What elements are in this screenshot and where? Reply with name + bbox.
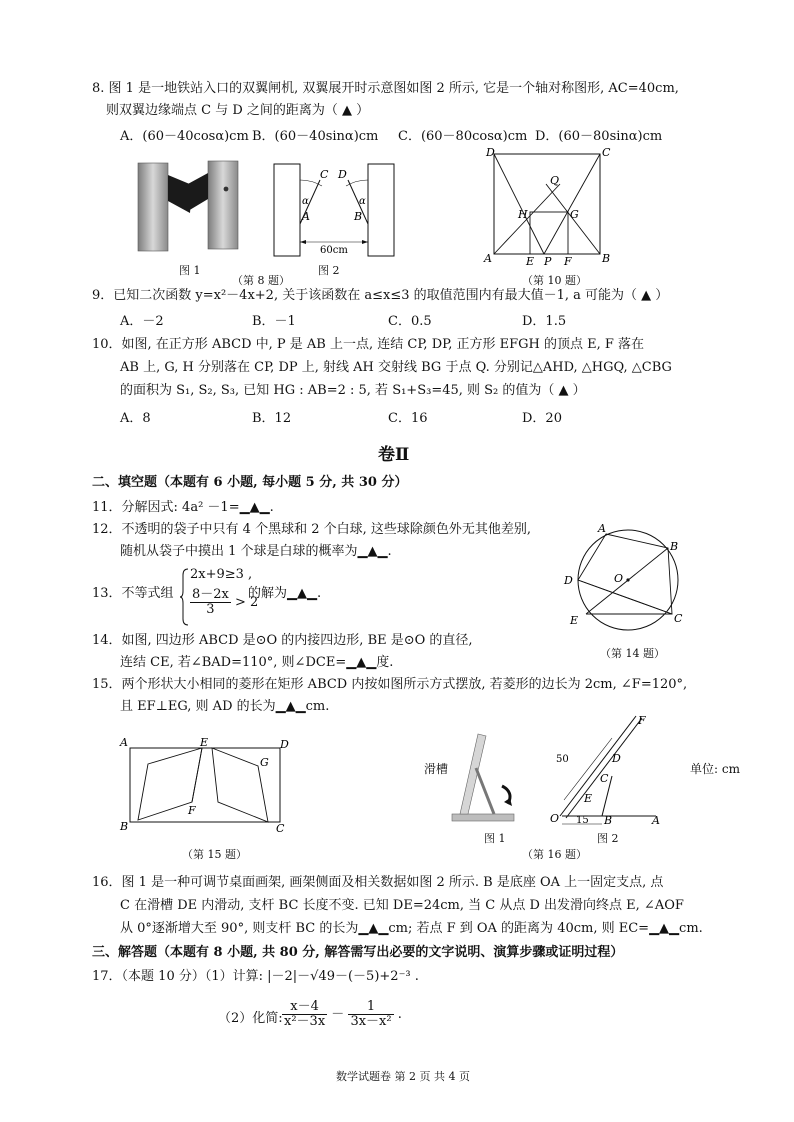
q8-label-b: B bbox=[354, 210, 363, 223]
q8-label-d: D bbox=[338, 168, 347, 181]
q8-label-a: A bbox=[302, 210, 310, 223]
page-footer: 数学试题卷 第 2 页 共 4 页 bbox=[336, 1070, 470, 1083]
q17-minus: － bbox=[331, 1007, 345, 1022]
q17-fraction-2-num: 1 bbox=[348, 1000, 393, 1015]
q16-label-a: A bbox=[652, 814, 660, 827]
q16-label-o: O bbox=[550, 812, 560, 825]
q16-line3: 从 0°逐渐增大至 90°, 则支杆 BC 的长为▁▲▁cm; 若点 F 到 OA 的距离为 40cm, 则 EC=▁▲▁cm. bbox=[120, 921, 703, 936]
q15-label-b: B bbox=[120, 820, 129, 833]
q16-label-50: 50 bbox=[556, 754, 569, 765]
q14-label-b: B bbox=[670, 540, 679, 553]
q8-figure-1 bbox=[132, 155, 247, 255]
q16-label-d: D bbox=[612, 752, 621, 765]
q15-figure bbox=[118, 736, 298, 836]
q14-line1: 14．如图, 四边形 ABCD 是⊙O 的内接四边形, BE 是⊙O 的直径, bbox=[92, 633, 473, 648]
q17-fraction-1 bbox=[282, 1000, 327, 1029]
q14-caption: （第 14 题） bbox=[600, 647, 665, 660]
section3-heading: 三、解答题（本题有 8 小题, 共 80 分, 解答需写出必要的文字说明、演算步骤或证明过程） bbox=[92, 945, 624, 960]
q13-fraction-num: 8－2x bbox=[192, 587, 229, 602]
q10-label-a: A bbox=[484, 252, 492, 265]
q16-label-c: C bbox=[600, 772, 609, 785]
q15-label-e: E bbox=[200, 736, 209, 749]
q10-line1: 10．如图, 在正方形 ABCD 中, P 是 AB 上一点, 连结 CP, DP, 正方形 EFGH 的顶点 E, F 落在 bbox=[92, 337, 645, 352]
q10-line2: AB 上, G, H 分别落在 CP, DP 上, 射线 AH 交射线 BG 于点 Q. 分别记△AHD, △HGQ, △CBG bbox=[120, 360, 672, 375]
q17-end: . bbox=[397, 1007, 402, 1022]
q14-figure bbox=[562, 522, 692, 640]
q12-line1: 12．不透明的袋子中只有 4 个黑球和 2 个白球, 这些球除颜色外无其他差别, bbox=[92, 522, 532, 537]
q14-line2: 连结 CE, 若∠BAD=110°, 则∠DCE=▁▲▁度. bbox=[120, 655, 394, 670]
q8-fig1-caption: 图 1 bbox=[179, 264, 201, 277]
q8-label-alpha-left: α bbox=[302, 196, 309, 207]
q15-label-f: F bbox=[188, 804, 196, 817]
q8-dim-label: 60cm bbox=[320, 245, 348, 256]
q10-line3: 的面积为 S₁, S₂, S₃, 已知 HG : AB=2 : 5, 若 S₁+S₃=45, 则 S₂ 的值为（ ▲ ） bbox=[120, 383, 586, 398]
q10-label-p: P bbox=[544, 255, 552, 268]
q8-option-b: B．(60－40sinα)cm bbox=[252, 129, 379, 144]
q10-label-f: F bbox=[564, 255, 572, 268]
q16-caption: （第 16 题） bbox=[522, 848, 587, 861]
q11: 11．分解因式: 4a² －1=▁▲▁. bbox=[92, 500, 274, 515]
q16-figure-2 bbox=[548, 712, 678, 832]
q14-label-e: E bbox=[570, 614, 579, 627]
q14-label-o: O bbox=[614, 572, 624, 585]
q17-fraction-1-num: x－4 bbox=[282, 1000, 327, 1015]
q13-inequality-2-rel: > 2 bbox=[235, 595, 259, 610]
q14-label-c: C bbox=[674, 612, 683, 625]
q8-line1: 8. 图 1 是一地铁站入口的双翼闸机, 双翼展开时示意图如图 2 所示, 它是一个轴对称图形, AC=40cm, bbox=[92, 81, 679, 96]
q16-label-b: B bbox=[604, 814, 613, 827]
q13-brace bbox=[180, 567, 190, 627]
q10-label-g: G bbox=[570, 208, 579, 221]
q8-caption: （第 8 题） bbox=[232, 274, 290, 287]
q13-prefix: 13．不等式组 bbox=[92, 586, 174, 601]
q8-option-c: C．(60－80cosα)cm bbox=[398, 129, 528, 144]
q9-option-b: B．－1 bbox=[252, 314, 296, 329]
section2-heading: 二、填空题（本题有 6 小题, 每小题 5 分, 共 30 分） bbox=[92, 475, 408, 490]
part2-title: 卷Ⅱ bbox=[378, 445, 410, 465]
q16-figure-1 bbox=[448, 728, 528, 828]
q10-option-a: A．8 bbox=[120, 411, 151, 426]
q8-label-alpha-right: α bbox=[359, 196, 366, 207]
q16-fig2-caption: 图 2 bbox=[597, 832, 619, 845]
q13-suffix: 的解为▁▲▁. bbox=[248, 586, 322, 601]
q8-fig2-caption: 图 2 bbox=[318, 264, 340, 277]
q16-line2: C 在滑槽 DE 内滑动, 支杆 BC 长度不变. 已知 DE=24cm, 当 C 从点 D 出发滑向终点 E, ∠AOF bbox=[120, 898, 684, 913]
q10-option-d: D．20 bbox=[522, 411, 562, 426]
gate-left-post bbox=[138, 163, 168, 251]
q16-unit-label: 单位: cm bbox=[690, 762, 740, 776]
q10-figure bbox=[484, 146, 614, 268]
q15-line1: 15．两个形状大小相同的菱形在矩形 ABCD 内按如图所示方式摆放, 若菱形的边长为 2cm, ∠F=120°, bbox=[92, 677, 688, 692]
q15-label-c: C bbox=[276, 822, 285, 835]
q15-label-g: G bbox=[260, 756, 269, 769]
q15-label-a: A bbox=[120, 736, 128, 749]
q8-figure-2 bbox=[262, 162, 402, 272]
q15-caption: （第 15 题） bbox=[182, 848, 247, 861]
q16-label-f: F bbox=[638, 714, 646, 727]
q9-option-d: D．1.5 bbox=[522, 314, 567, 329]
q17-part2-prefix: （2）化简: bbox=[218, 1011, 283, 1026]
q10-label-e: E bbox=[526, 255, 535, 268]
q10-label-d: D bbox=[486, 146, 495, 159]
q10-label-c: C bbox=[602, 146, 611, 159]
q13-fraction-den: 3 bbox=[206, 602, 215, 617]
gate-right-wing bbox=[186, 173, 208, 211]
q16-fig1-caption: 图 1 bbox=[484, 832, 506, 845]
q10-label-q: Q bbox=[550, 174, 560, 187]
q15-line2: 且 EF⊥EG, 则 AD 的长为▁▲▁cm. bbox=[120, 699, 330, 714]
q10-label-b: B bbox=[602, 252, 611, 265]
q9-line1: 9．已知二次函数 y=x²－4x+2, 关于该函数在 a≤x≤3 的取值范围内有最大值－1, a 可能为（ ▲ ） bbox=[92, 288, 669, 303]
q8-option-a: A．(60－40cosα)cm bbox=[120, 129, 249, 144]
q13-inequality-1: 2x+9≥3 , bbox=[190, 567, 253, 582]
q16-slot-label: 滑槽 bbox=[424, 762, 449, 776]
q9-option-a: A．－2 bbox=[120, 314, 164, 329]
q17-line1: 17．（本题 10 分）（1）计算: |－2|－√49－(－5)+2⁻³ . bbox=[92, 969, 419, 984]
q17-fraction-2-den: 3x－x² bbox=[350, 1014, 392, 1029]
q10-caption: （第 10 题） bbox=[522, 274, 587, 287]
q9-option-c: C．0.5 bbox=[388, 314, 432, 329]
q8-option-d: D．(60－80sinα)cm bbox=[535, 129, 663, 144]
q8-label-c: C bbox=[320, 168, 329, 181]
q17-fraction-2 bbox=[348, 1000, 393, 1029]
q10-label-h: H bbox=[518, 208, 528, 221]
q13-fraction bbox=[190, 588, 231, 617]
gate-right-post bbox=[208, 161, 238, 249]
q8-line2: 则双翼边缘端点 C 与 D 之间的距离为（ ▲ ） bbox=[106, 103, 370, 118]
q17-fraction-1-den: x²－3x bbox=[284, 1014, 326, 1029]
q16-label-e: E bbox=[584, 792, 593, 805]
q10-option-b: B．12 bbox=[252, 411, 292, 426]
q16-line1: 16．图 1 是一种可调节桌面画架, 画架侧面及相关数据如图 2 所示. B 是底座 OA 上一固定支点, 点 bbox=[92, 875, 664, 890]
q12-line2: 随机从袋子中摸出 1 个球是白球的概率为▁▲▁. bbox=[120, 544, 392, 559]
q15-label-d: D bbox=[280, 738, 289, 751]
q16-label-15: 15 bbox=[576, 815, 589, 826]
q14-label-d: D bbox=[564, 574, 573, 587]
q10-option-c: C．16 bbox=[388, 411, 428, 426]
q14-label-a: A bbox=[598, 522, 606, 535]
